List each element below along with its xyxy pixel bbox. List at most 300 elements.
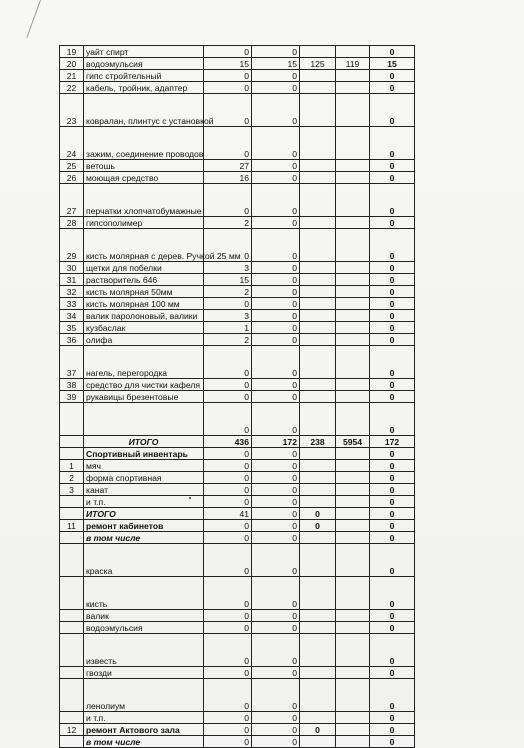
value-col-4 — [336, 667, 370, 679]
table-row — [60, 724, 415, 736]
table-row — [60, 58, 415, 70]
table-row — [60, 667, 415, 679]
row-number: 11 — [60, 520, 84, 532]
value-col-3 — [300, 334, 336, 346]
value-col-1: 0 — [204, 82, 252, 94]
value-col-5: 0 — [370, 460, 415, 472]
item-name: щетки для побелки — [84, 262, 204, 274]
value-col-4 — [336, 217, 370, 229]
item-name: и т.п. — [84, 496, 204, 508]
value-col-4 — [336, 403, 370, 436]
row-number: 20 — [60, 58, 84, 70]
value-col-3: 0 — [300, 508, 336, 520]
value-col-2: 0 — [252, 184, 300, 217]
value-col-3 — [300, 262, 336, 274]
row-number — [60, 532, 84, 544]
table-row — [60, 532, 415, 544]
item-name: перчатки хлопчатобумажные — [84, 184, 204, 217]
value-col-5: 0 — [370, 172, 415, 184]
item-name: кабель, тройник, адаптер — [84, 82, 204, 94]
value-col-4 — [336, 160, 370, 172]
table-row — [60, 436, 415, 448]
row-number: 22 — [60, 82, 84, 94]
value-col-4 — [336, 262, 370, 274]
item-name: кузбаслак — [84, 322, 204, 334]
row-number: 31 — [60, 274, 84, 286]
value-col-2: 0 — [252, 94, 300, 127]
item-name: кисть молярная 100 мм — [84, 298, 204, 310]
value-col-3 — [300, 229, 336, 262]
value-col-2: 0 — [252, 484, 300, 496]
item-name: ленолиум — [84, 679, 204, 712]
value-col-1: 0 — [204, 460, 252, 472]
value-col-1: 3 — [204, 310, 252, 322]
value-col-5: 0 — [370, 484, 415, 496]
value-col-4 — [336, 532, 370, 544]
row-number: 29 — [60, 229, 84, 262]
value-col-2: 0 — [252, 577, 300, 610]
value-col-2: 0 — [252, 70, 300, 82]
value-col-3 — [300, 496, 336, 508]
value-col-5: 0 — [370, 496, 415, 508]
value-col-1: 0 — [204, 184, 252, 217]
table-row — [60, 460, 415, 472]
value-col-5: 0 — [370, 322, 415, 334]
value-col-3: 125 — [300, 58, 336, 70]
row-number: 30 — [60, 262, 84, 274]
row-number: 24 — [60, 127, 84, 160]
value-col-4 — [336, 46, 370, 58]
value-col-5: 15 — [370, 58, 415, 70]
value-col-1: 0 — [204, 346, 252, 379]
value-col-2: 0 — [252, 379, 300, 391]
value-col-4 — [336, 322, 370, 334]
value-col-2: 0 — [252, 346, 300, 379]
value-col-1: 0 — [204, 667, 252, 679]
item-name: в том числе — [84, 736, 204, 748]
value-col-2: 0 — [252, 460, 300, 472]
table-row — [60, 736, 415, 748]
table-row — [60, 286, 415, 298]
value-col-3 — [300, 184, 336, 217]
value-col-5: 0 — [370, 274, 415, 286]
value-col-1: 3 — [204, 262, 252, 274]
value-col-3 — [300, 634, 336, 667]
table-row — [60, 379, 415, 391]
value-col-1: 15 — [204, 274, 252, 286]
value-col-1: 15 — [204, 58, 252, 70]
value-col-5: 0 — [370, 520, 415, 532]
value-col-2: 0 — [252, 472, 300, 484]
value-col-1: 0 — [204, 127, 252, 160]
value-col-5: 0 — [370, 160, 415, 172]
value-col-1: 0 — [204, 544, 252, 577]
value-col-1: 0 — [204, 298, 252, 310]
value-col-3 — [300, 82, 336, 94]
value-col-1: 0 — [204, 484, 252, 496]
value-col-4 — [336, 184, 370, 217]
value-col-4 — [336, 724, 370, 736]
value-col-4 — [336, 127, 370, 160]
item-name: нагель, перегородка — [84, 346, 204, 379]
row-number: 35 — [60, 322, 84, 334]
row-number — [60, 403, 84, 436]
value-col-4 — [336, 298, 370, 310]
value-col-4: 5954 — [336, 436, 370, 448]
item-name: гипс стройтельный — [84, 70, 204, 82]
value-col-2: 0 — [252, 46, 300, 58]
row-number — [60, 508, 84, 520]
value-col-2: 15 — [252, 58, 300, 70]
value-col-2: 0 — [252, 736, 300, 748]
row-number: 39 — [60, 391, 84, 403]
value-col-5: 0 — [370, 610, 415, 622]
row-number: 3 — [60, 484, 84, 496]
value-col-4 — [336, 346, 370, 379]
value-col-2: 0 — [252, 298, 300, 310]
value-col-5: 0 — [370, 217, 415, 229]
value-col-2: 172 — [252, 436, 300, 448]
value-col-3 — [300, 346, 336, 379]
table-row — [60, 544, 415, 577]
item-name: водоэмульсия — [84, 622, 204, 634]
table-row — [60, 70, 415, 82]
value-col-4 — [336, 94, 370, 127]
row-number — [60, 436, 84, 448]
value-col-1: 0 — [204, 577, 252, 610]
value-col-3 — [300, 127, 336, 160]
value-col-5: 0 — [370, 712, 415, 724]
table-row — [60, 577, 415, 610]
value-col-5: 0 — [370, 94, 415, 127]
expense-table — [59, 45, 415, 748]
value-col-1: 0 — [204, 634, 252, 667]
value-col-5: 0 — [370, 70, 415, 82]
value-col-1: 0 — [204, 70, 252, 82]
value-col-5: 0 — [370, 403, 415, 436]
table-row — [60, 403, 415, 436]
table-row — [60, 310, 415, 322]
value-col-2: 0 — [252, 217, 300, 229]
value-col-5: 0 — [370, 46, 415, 58]
value-col-5: 0 — [370, 286, 415, 298]
value-col-4 — [336, 310, 370, 322]
row-number — [60, 679, 84, 712]
value-col-1: 0 — [204, 520, 252, 532]
value-col-3 — [300, 160, 336, 172]
row-number — [60, 610, 84, 622]
value-col-1: 0 — [204, 94, 252, 127]
value-col-2: 0 — [252, 667, 300, 679]
item-name: форма спортивная — [84, 472, 204, 484]
value-col-4 — [336, 274, 370, 286]
value-col-5: 0 — [370, 679, 415, 712]
value-col-4 — [336, 379, 370, 391]
value-col-2: 0 — [252, 262, 300, 274]
value-col-4 — [336, 172, 370, 184]
value-col-4 — [336, 229, 370, 262]
value-col-3 — [300, 532, 336, 544]
value-col-5: 0 — [370, 298, 415, 310]
row-number — [60, 622, 84, 634]
item-name: мяч — [84, 460, 204, 472]
table-row — [60, 484, 415, 496]
item-name: краска — [84, 544, 204, 577]
value-col-3 — [300, 484, 336, 496]
value-col-2: 0 — [252, 712, 300, 724]
value-col-3 — [300, 403, 336, 436]
item-name: ремонт Актового зала — [84, 724, 204, 736]
value-col-4 — [336, 484, 370, 496]
value-col-2: 0 — [252, 286, 300, 298]
table-row — [60, 346, 415, 379]
item-name: канат — [84, 484, 204, 496]
table-row — [60, 508, 415, 520]
table-row — [60, 334, 415, 346]
scan-artifact-line — [26, 0, 41, 38]
item-name: ИТОГО — [84, 508, 204, 520]
value-col-1: 0 — [204, 496, 252, 508]
value-col-5: 0 — [370, 667, 415, 679]
value-col-5: 0 — [370, 532, 415, 544]
value-col-1: 436 — [204, 436, 252, 448]
value-col-2: 0 — [252, 622, 300, 634]
value-col-1: 0 — [204, 736, 252, 748]
table-row — [60, 46, 415, 58]
table-row — [60, 217, 415, 229]
row-number: 38 — [60, 379, 84, 391]
value-col-3 — [300, 172, 336, 184]
value-col-1: 16 — [204, 172, 252, 184]
value-col-2: 0 — [252, 448, 300, 460]
table-row — [60, 94, 415, 127]
value-col-4 — [336, 520, 370, 532]
row-number: 27 — [60, 184, 84, 217]
table-row — [60, 160, 415, 172]
value-col-4 — [336, 70, 370, 82]
value-col-5: 0 — [370, 577, 415, 610]
row-number: 25 — [60, 160, 84, 172]
value-col-1: 0 — [204, 403, 252, 436]
value-col-5: 172 — [370, 436, 415, 448]
value-col-1: 0 — [204, 391, 252, 403]
item-name: уайт спирт — [84, 46, 204, 58]
value-col-3 — [300, 298, 336, 310]
value-col-2: 0 — [252, 634, 300, 667]
value-col-1: 0 — [204, 724, 252, 736]
value-col-2: 0 — [252, 610, 300, 622]
table-row — [60, 229, 415, 262]
row-number: 37 — [60, 346, 84, 379]
value-col-5: 0 — [370, 379, 415, 391]
item-name: в том числе — [84, 532, 204, 544]
row-number: 1 — [60, 460, 84, 472]
row-number: 26 — [60, 172, 84, 184]
value-col-1: 0 — [204, 622, 252, 634]
value-col-1: 2 — [204, 286, 252, 298]
row-number: 21 — [60, 70, 84, 82]
table-row — [60, 679, 415, 712]
value-col-3 — [300, 94, 336, 127]
item-name: кисть молярная 50мм — [84, 286, 204, 298]
row-number — [60, 544, 84, 577]
value-col-3 — [300, 379, 336, 391]
table-row — [60, 622, 415, 634]
value-col-4 — [336, 508, 370, 520]
value-col-3 — [300, 310, 336, 322]
value-col-3 — [300, 46, 336, 58]
value-col-5: 0 — [370, 622, 415, 634]
value-col-3 — [300, 274, 336, 286]
value-col-1: 0 — [204, 712, 252, 724]
table-row — [60, 610, 415, 622]
item-name: олифа — [84, 334, 204, 346]
row-number: 36 — [60, 334, 84, 346]
row-number — [60, 667, 84, 679]
row-number: 19 — [60, 46, 84, 58]
value-col-5: 0 — [370, 391, 415, 403]
value-col-3 — [300, 622, 336, 634]
item-name: ковралан, плинтус с установкой — [84, 94, 204, 127]
item-name: кисть молярная с дерев. Ручкой 25 мм — [84, 229, 204, 262]
item-name: гипсополимер — [84, 217, 204, 229]
value-col-2: 0 — [252, 274, 300, 286]
value-col-1: 2 — [204, 334, 252, 346]
value-col-1: 27 — [204, 160, 252, 172]
value-col-1: 1 — [204, 322, 252, 334]
value-col-5: 0 — [370, 508, 415, 520]
value-col-2: 0 — [252, 520, 300, 532]
row-number — [60, 496, 84, 508]
value-col-3 — [300, 322, 336, 334]
row-number — [60, 712, 84, 724]
item-name — [84, 403, 204, 436]
value-col-3 — [300, 577, 336, 610]
value-col-4 — [336, 736, 370, 748]
value-col-5: 0 — [370, 544, 415, 577]
value-col-2: 0 — [252, 229, 300, 262]
row-number: 23 — [60, 94, 84, 127]
row-number: 28 — [60, 217, 84, 229]
item-name: водоэмульсия — [84, 58, 204, 70]
value-col-4 — [336, 577, 370, 610]
item-name: известь — [84, 634, 204, 667]
value-col-2: 0 — [252, 310, 300, 322]
value-col-5: 0 — [370, 262, 415, 274]
value-col-4 — [336, 472, 370, 484]
table-row — [60, 322, 415, 334]
row-number — [60, 634, 84, 667]
value-col-5: 0 — [370, 634, 415, 667]
row-number — [60, 448, 84, 460]
value-col-3 — [300, 448, 336, 460]
scan-speck — [189, 497, 191, 499]
table-row — [60, 274, 415, 286]
value-col-2: 0 — [252, 496, 300, 508]
value-col-4 — [336, 286, 370, 298]
value-col-3 — [300, 679, 336, 712]
value-col-5: 0 — [370, 229, 415, 262]
item-name: средство для чистки кафеля — [84, 379, 204, 391]
table-row — [60, 472, 415, 484]
value-col-2: 0 — [252, 508, 300, 520]
value-col-4 — [336, 610, 370, 622]
row-number — [60, 736, 84, 748]
value-col-1: 2 — [204, 217, 252, 229]
value-col-1: 0 — [204, 532, 252, 544]
value-col-5: 0 — [370, 334, 415, 346]
value-col-1: 0 — [204, 448, 252, 460]
value-col-2: 0 — [252, 544, 300, 577]
value-col-3: 0 — [300, 724, 336, 736]
value-col-3 — [300, 667, 336, 679]
value-col-4 — [336, 496, 370, 508]
table-row — [60, 496, 415, 508]
table-row — [60, 82, 415, 94]
item-name: ремонт кабинетов — [84, 520, 204, 532]
value-col-4 — [336, 448, 370, 460]
table-row — [60, 262, 415, 274]
value-col-5: 0 — [370, 724, 415, 736]
table-row — [60, 520, 415, 532]
value-col-3 — [300, 460, 336, 472]
value-col-2: 0 — [252, 532, 300, 544]
value-col-2: 0 — [252, 391, 300, 403]
item-name: рукавицы брезентовые — [84, 391, 204, 403]
value-col-5: 0 — [370, 310, 415, 322]
value-col-4 — [336, 712, 370, 724]
value-col-3 — [300, 70, 336, 82]
item-name: кисть — [84, 577, 204, 610]
value-col-4 — [336, 82, 370, 94]
value-col-4 — [336, 460, 370, 472]
item-name: гвозди — [84, 667, 204, 679]
row-number: 34 — [60, 310, 84, 322]
value-col-3 — [300, 472, 336, 484]
value-col-2: 0 — [252, 127, 300, 160]
value-col-3 — [300, 610, 336, 622]
table-row — [60, 391, 415, 403]
row-number: 32 — [60, 286, 84, 298]
table-row — [60, 634, 415, 667]
value-col-5: 0 — [370, 472, 415, 484]
value-col-4: 119 — [336, 58, 370, 70]
value-col-2: 0 — [252, 322, 300, 334]
value-col-5: 0 — [370, 448, 415, 460]
value-col-5: 0 — [370, 346, 415, 379]
value-col-2: 0 — [252, 160, 300, 172]
item-name: растворитель 646 — [84, 274, 204, 286]
value-col-4 — [336, 679, 370, 712]
value-col-3 — [300, 712, 336, 724]
value-col-5: 0 — [370, 736, 415, 748]
item-name: валик паролоновый, валики — [84, 310, 204, 322]
value-col-1: 0 — [204, 46, 252, 58]
item-name: зажим, соединение проводов — [84, 127, 204, 160]
value-col-5: 0 — [370, 127, 415, 160]
value-col-2: 0 — [252, 403, 300, 436]
value-col-4 — [336, 544, 370, 577]
value-col-2: 0 — [252, 172, 300, 184]
value-col-3 — [300, 544, 336, 577]
value-col-1: 0 — [204, 610, 252, 622]
value-col-3 — [300, 391, 336, 403]
value-col-1: 0 — [204, 679, 252, 712]
value-col-4 — [336, 334, 370, 346]
table-row — [60, 172, 415, 184]
value-col-5: 0 — [370, 184, 415, 217]
row-number: 33 — [60, 298, 84, 310]
